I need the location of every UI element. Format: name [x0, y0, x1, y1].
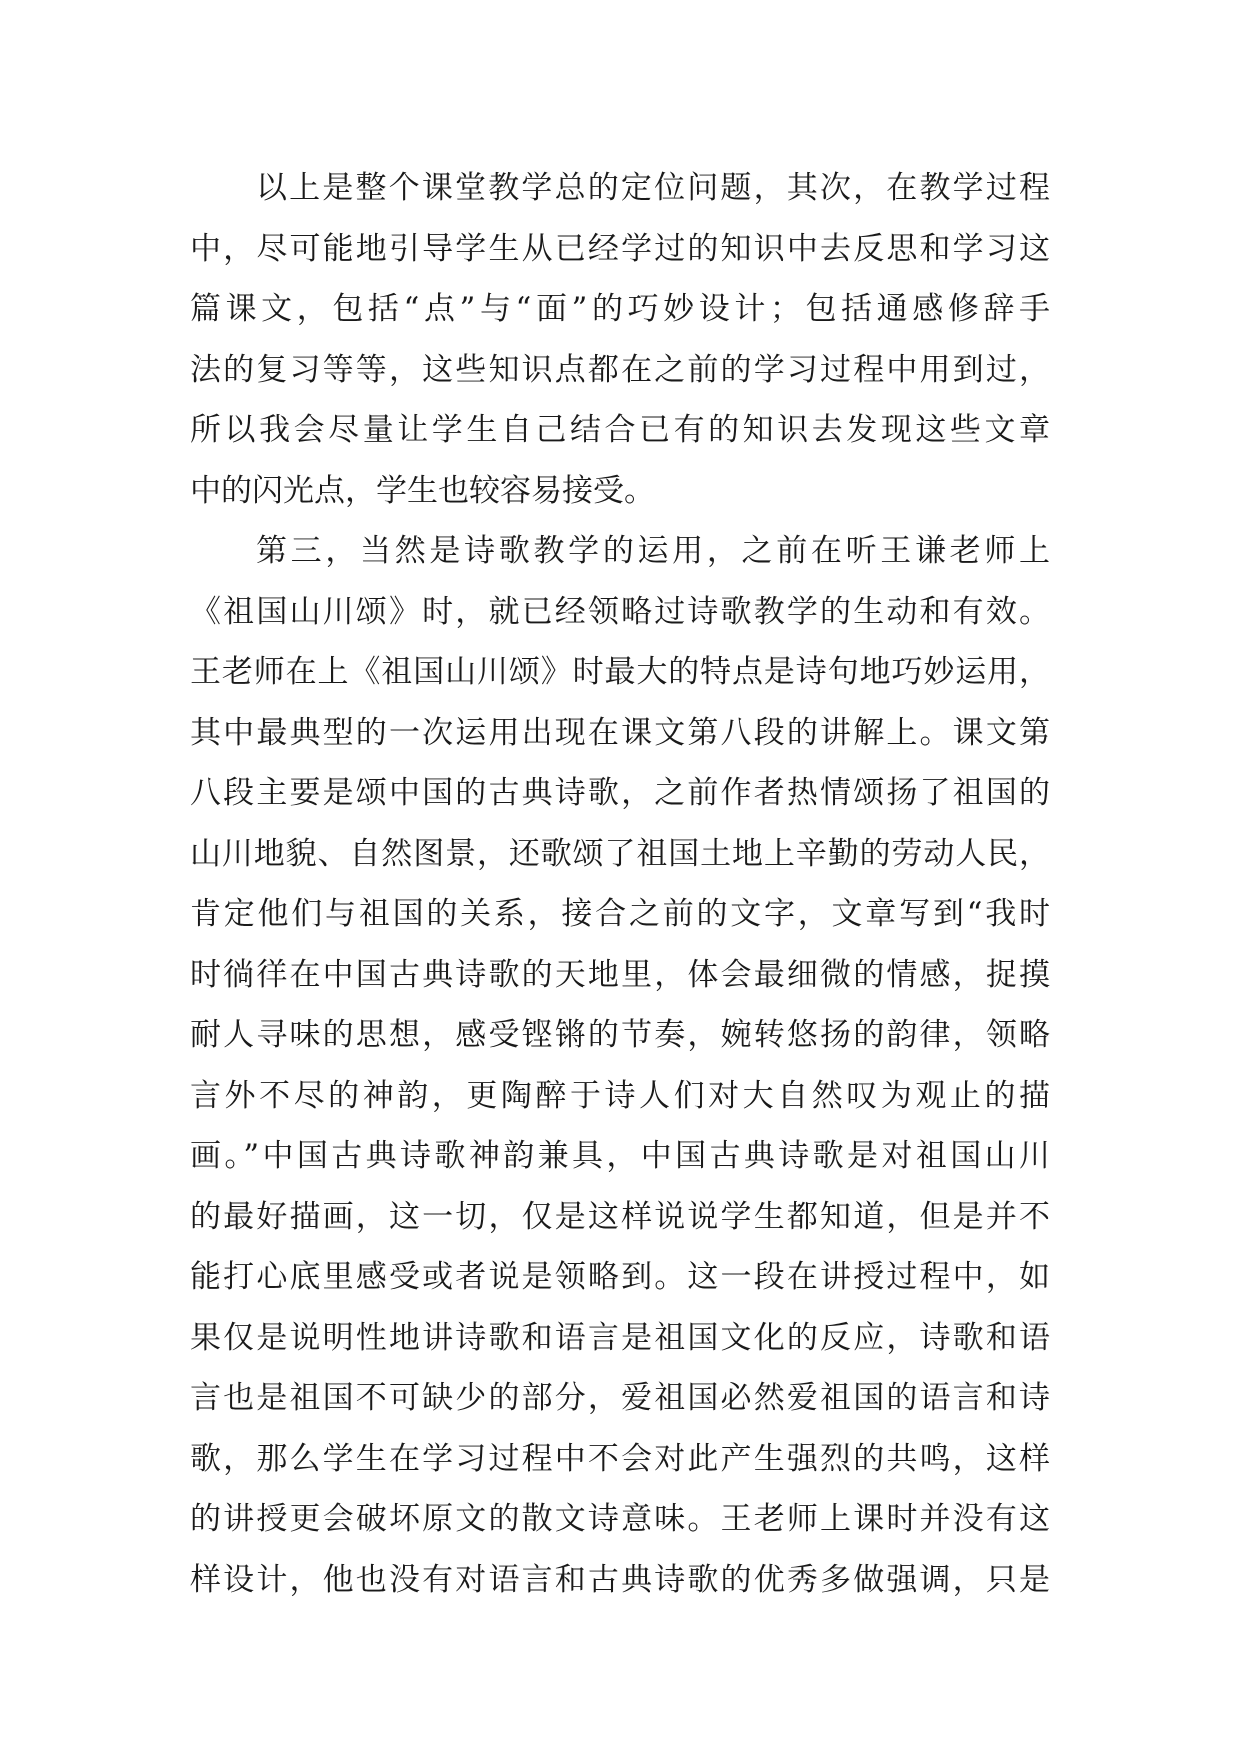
text-line: 肯定他们与祖国的关系，接合之前的文字，文章写到“我时 — [190, 896, 1050, 932]
text-line: 的最好描画，这一切，仅是这样说说学生都知道，但是并不 — [190, 1198, 1050, 1235]
text-line: 第三，当然是诗歌教学的运用，之前在听王谦老师上 — [256, 533, 1050, 569]
text-line: 言也是祖国不可缺少的部分，爱祖国必然爱祖国的语言和诗 — [190, 1380, 1050, 1416]
text-line: 以上是整个课堂教学总的定位问题，其次，在教学过程 — [256, 170, 1050, 206]
document-body — [190, 158, 1050, 1610]
text-line: 中，尽可能地引导学生从已经学过的知识中去反思和学习这 — [190, 230, 1050, 267]
text-line: 篇课文，包括“点”与“面”的巧妙设计；包括通感修辞手 — [190, 291, 1050, 327]
paragraph — [190, 521, 1050, 1610]
text-line: 样设计，他也没有对语言和古典诗歌的优秀多做强调，只是 — [190, 1561, 1050, 1598]
text-line: 王老师在上《祖国山川颂》时最大的特点是诗句地巧妙运用， — [190, 654, 1050, 690]
text-line: 中的闪光点，学生也较容易接受。 — [190, 472, 655, 509]
text-line: 《祖国山川颂》时，就已经领略过诗歌教学的生动和有效。 — [190, 593, 1050, 630]
text-line: 耐人寻味的思想，感受铿锵的节奏，婉转悠扬的韵律，领略 — [190, 1017, 1050, 1053]
paragraph — [190, 158, 1050, 521]
text-line: 果仅是说明性地讲诗歌和语言是祖国文化的反应，诗歌和语 — [190, 1319, 1050, 1356]
text-line: 的讲授更会破坏原文的散文诗意味。王老师上课时并没有这 — [190, 1501, 1050, 1537]
text-line: 时徜徉在中国古典诗歌的天地里，体会最细微的情感，捉摸 — [190, 956, 1050, 993]
text-line: 言外不尽的神韵，更陶醉于诗人们对大自然叹为观止的描 — [190, 1077, 1050, 1114]
text-line: 山川地貌、自然图景，还歌颂了祖国土地上辛勤的劳动人民， — [190, 835, 1050, 872]
text-line: 所以我会尽量让学生自己结合已有的知识去发现这些文章 — [190, 412, 1050, 448]
text-line: 其中最典型的一次运用出现在课文第八段的讲解上。课文第 — [190, 714, 1050, 751]
text-line: 法的复习等等，这些知识点都在之前的学习过程中用到过， — [190, 351, 1050, 388]
text-line: 能打心底里感受或者说是领略到。这一段在讲授过程中，如 — [190, 1259, 1050, 1295]
text-line: 画。”中国古典诗歌神韵兼具，中国古典诗歌是对祖国山川 — [190, 1138, 1050, 1174]
text-line: 歌，那么学生在学习过程中不会对此产生强烈的共鸣，这样 — [190, 1440, 1050, 1477]
text-line: 八段主要是颂中国的古典诗歌，之前作者热情颂扬了祖国的 — [190, 775, 1050, 811]
